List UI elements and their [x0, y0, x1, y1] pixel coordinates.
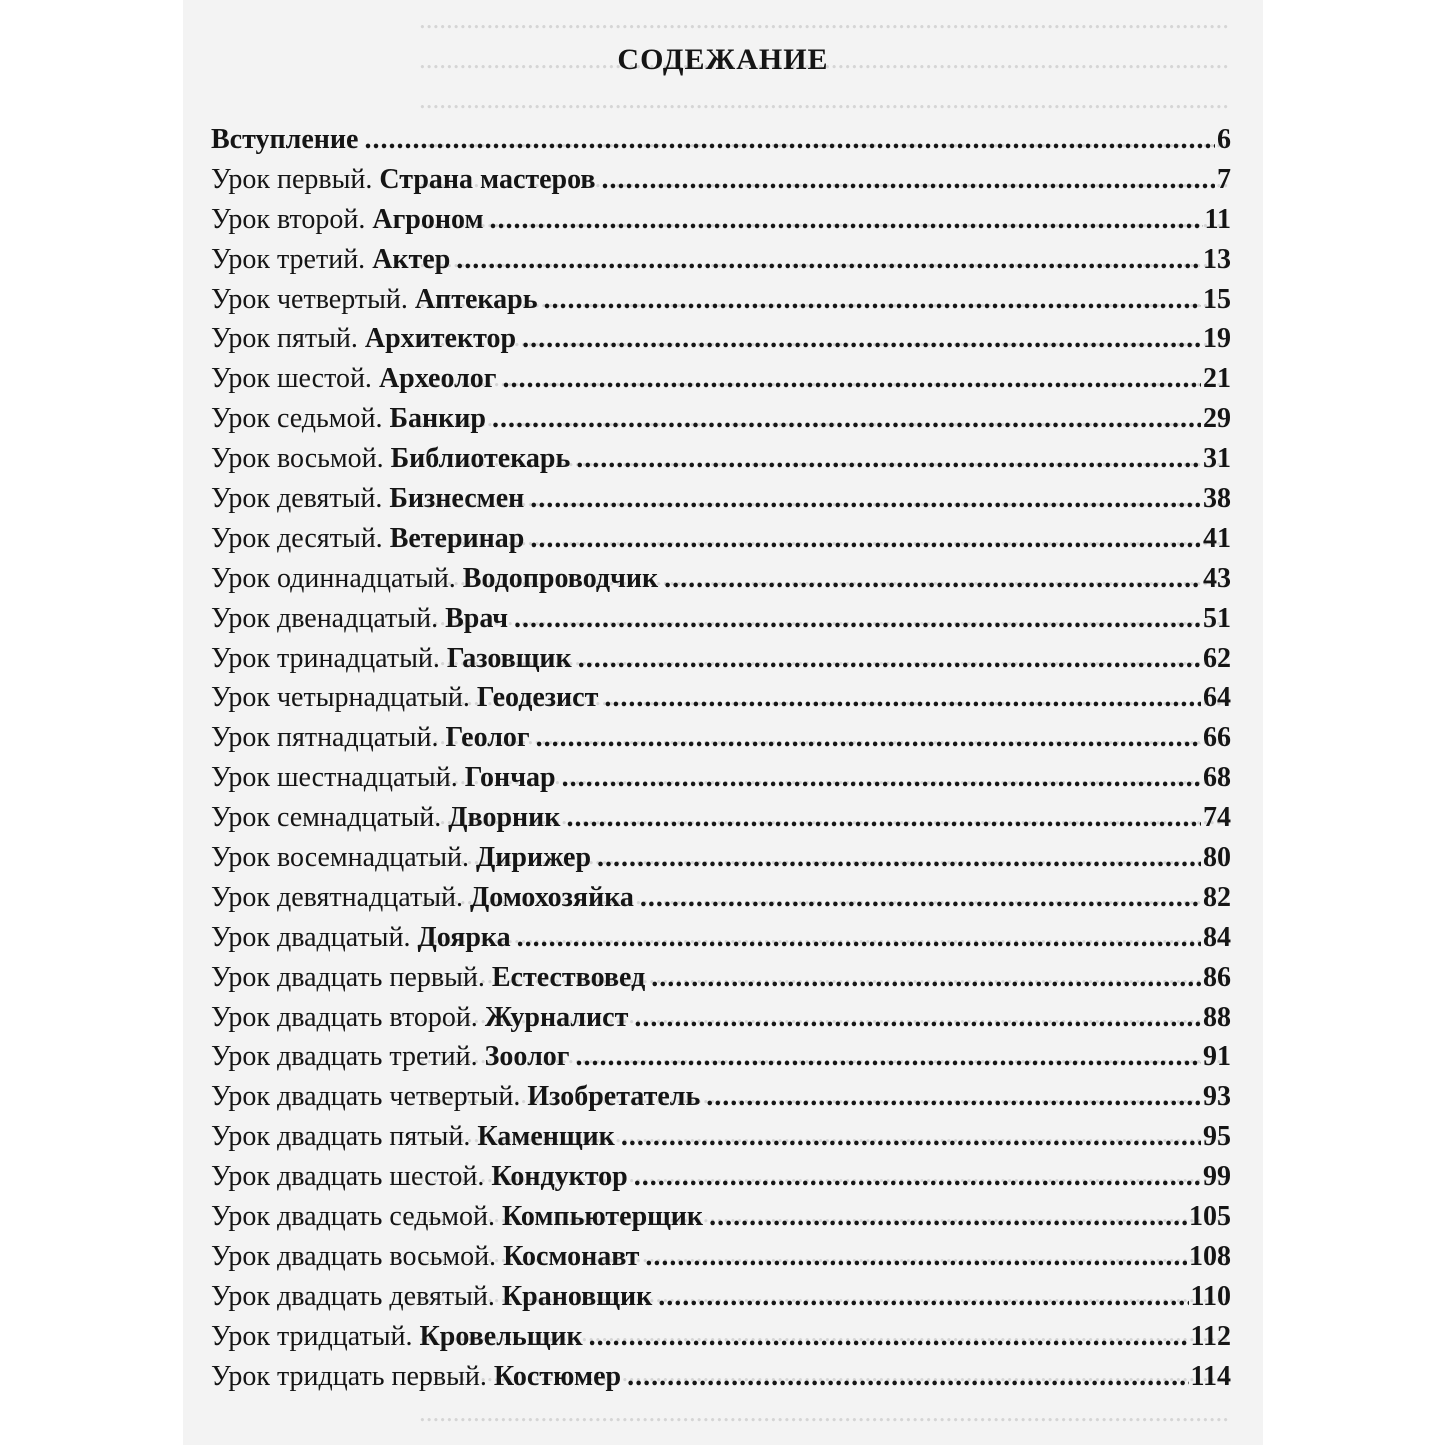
page-number: 6 — [1217, 124, 1231, 155]
toc-entry-label — [211, 124, 358, 156]
toc-entry-label — [211, 1041, 570, 1073]
dot-leader — [503, 363, 1201, 395]
toc-entry-label — [211, 762, 556, 794]
toc-entry-label — [211, 842, 591, 874]
dot-leader — [517, 922, 1201, 954]
lesson-title: Крановщик — [501, 1280, 653, 1312]
page-number: 93 — [1203, 1081, 1231, 1113]
page-title: СОДЕЖАНИЕ — [617, 43, 829, 76]
toc-entry-label — [211, 1002, 628, 1034]
book-page — [183, 0, 1263, 1445]
toc-entry-label — [211, 962, 645, 994]
toc-entry — [211, 1041, 1231, 1081]
toc-entry — [211, 722, 1231, 762]
lesson-title: Доярка — [417, 921, 511, 953]
toc-entry-label — [211, 204, 484, 236]
page-number: 66 — [1203, 722, 1231, 754]
dot-leader — [364, 124, 1215, 156]
dot-leader — [621, 1121, 1201, 1153]
lesson-title: Ветеринар — [389, 522, 525, 554]
page-number: 68 — [1203, 762, 1231, 794]
lesson-title: Домохозяйка — [470, 881, 634, 913]
lesson-number: Урок девятый. — [211, 483, 383, 515]
lesson-title: Гончар — [464, 762, 556, 794]
page-number: 74 — [1203, 802, 1231, 834]
lesson-number: Урок двадцать второй. — [211, 1001, 478, 1033]
toc-entry-label — [211, 1161, 628, 1193]
lesson-title: Компьютерщик — [501, 1201, 704, 1233]
dot-leader — [640, 882, 1201, 914]
lesson-number: Урок двенадцатый. — [211, 602, 439, 634]
toc-entry — [211, 1002, 1231, 1042]
toc-entry — [211, 483, 1231, 523]
page-number: 13 — [1203, 243, 1231, 275]
lesson-number: Урок тридцатый. — [211, 1320, 413, 1352]
dot-leader — [589, 1321, 1189, 1353]
lesson-number: Урок двадцать седьмой. — [211, 1201, 495, 1233]
lesson-title: Агроном — [372, 203, 484, 235]
lesson-title: Космонавт — [503, 1240, 640, 1272]
dot-leader — [456, 244, 1201, 276]
toc-entry — [211, 1241, 1231, 1281]
lesson-number: Урок десятый. — [211, 522, 383, 554]
toc-entry — [211, 164, 1231, 204]
toc-list — [211, 124, 1231, 1401]
lesson-number: Урок второй. — [211, 203, 366, 235]
page-number: 91 — [1203, 1041, 1231, 1073]
lesson-number: Урок пятнадцатый. — [211, 722, 439, 754]
toc-entry — [211, 1081, 1231, 1121]
toc-entry — [211, 204, 1231, 244]
dot-leader — [530, 523, 1201, 555]
page-number: 64 — [1203, 682, 1231, 714]
dot-leader — [522, 323, 1201, 355]
toc-entry — [211, 1281, 1231, 1321]
page-number: 19 — [1203, 323, 1231, 355]
page-number: 51 — [1203, 602, 1231, 634]
lesson-number: Урок первый. — [211, 163, 373, 195]
lesson-title: Кондуктор — [491, 1161, 628, 1193]
lesson-title: Зоолог — [484, 1041, 570, 1073]
lesson-number: Урок семнадцатый. — [211, 802, 442, 834]
lesson-title: Аптекарь — [414, 283, 538, 315]
toc-entry-label — [211, 284, 538, 316]
lesson-number: Урок двадцать четвертый. — [211, 1081, 521, 1113]
page-number: 38 — [1203, 483, 1231, 515]
lesson-number: Урок шестой. — [211, 363, 372, 395]
lesson-number: Урок двадцатый. — [211, 921, 411, 953]
dot-leader — [709, 1201, 1187, 1233]
toc-entry — [211, 323, 1231, 363]
dot-leader — [597, 842, 1201, 874]
page-number: 11 — [1204, 203, 1231, 235]
lesson-number: Урок четвертый. — [211, 283, 408, 315]
page-number: 99 — [1203, 1161, 1231, 1193]
toc-entry — [211, 244, 1231, 284]
toc-entry — [211, 1361, 1231, 1401]
toc-entry-label — [211, 1281, 652, 1313]
page-number: 112 — [1190, 1320, 1231, 1352]
dot-leader — [492, 403, 1201, 435]
lesson-number: Урок тридцать первый. — [211, 1360, 487, 1392]
lesson-number: Урок восьмой. — [211, 443, 384, 475]
toc-entry-label — [211, 922, 511, 954]
dot-leader — [706, 1081, 1201, 1113]
toc-entry — [211, 842, 1231, 882]
page-number: 110 — [1190, 1280, 1231, 1312]
toc-entry-label — [211, 483, 524, 515]
toc-entry-label — [211, 802, 560, 834]
dot-leader — [604, 682, 1201, 714]
dot-leader — [576, 1041, 1202, 1073]
dot-leader — [664, 563, 1201, 595]
lesson-title: Кровельщик — [419, 1320, 583, 1352]
dot-leader — [562, 762, 1201, 794]
toc-entry-label — [211, 1081, 700, 1113]
toc-entry — [211, 523, 1231, 563]
dot-leader — [490, 204, 1203, 236]
lesson-number: Урок двадцать девятый. — [211, 1280, 495, 1312]
dot-leader — [627, 1361, 1188, 1393]
page-number: 62 — [1203, 642, 1231, 674]
toc-entry-label — [211, 1201, 703, 1233]
page-number: 88 — [1203, 1001, 1231, 1033]
toc-entry — [211, 284, 1231, 324]
toc-entry — [211, 922, 1231, 962]
lesson-title: Естествовед — [491, 961, 646, 993]
toc-entry — [211, 643, 1231, 683]
page-number: 41 — [1203, 522, 1231, 554]
page-number: 114 — [1190, 1360, 1231, 1392]
toc-entry — [211, 882, 1231, 922]
lesson-number: Урок двадцать пятый. — [211, 1121, 471, 1153]
lesson-number: Урок двадцать шестой. — [211, 1161, 485, 1193]
toc-entry — [211, 403, 1231, 443]
toc-entry-label — [211, 443, 570, 475]
toc-entry — [211, 1121, 1231, 1161]
toc-entry — [211, 1321, 1231, 1361]
toc-entry — [211, 762, 1231, 802]
page-number: 82 — [1203, 881, 1231, 913]
lesson-title: Газовщик — [446, 642, 572, 674]
toc-entry — [211, 443, 1231, 483]
toc-entry-label — [211, 323, 516, 355]
lesson-number: Урок третий. — [211, 243, 366, 275]
toc-entry-label — [211, 363, 497, 395]
lesson-number: Урок шестнадцатый. — [211, 762, 458, 794]
toc-entry — [211, 1201, 1231, 1241]
toc-entry — [211, 1161, 1231, 1201]
lesson-title: Страна мастеров — [379, 163, 596, 195]
lesson-number: Урок одиннадцатый. — [211, 562, 456, 594]
dot-leader — [602, 164, 1215, 196]
page-number: 95 — [1203, 1121, 1231, 1153]
toc-entry — [211, 603, 1231, 643]
dot-leader — [566, 802, 1201, 834]
dot-leader — [536, 722, 1201, 754]
lesson-number: Урок пятый. — [211, 323, 358, 355]
page-number: 86 — [1203, 961, 1231, 993]
lesson-title: Дирижер — [476, 842, 592, 874]
toc-entry-label — [211, 603, 508, 635]
lesson-number: Урок тринадцатый. — [211, 642, 440, 674]
page-number: 84 — [1203, 921, 1231, 953]
table-of-contents — [183, 0, 1263, 1445]
lesson-title: Изобретатель — [527, 1081, 701, 1113]
lesson-number: Урок девятнадцатый. — [211, 881, 463, 913]
page-number: 31 — [1203, 443, 1231, 475]
toc-entry-label — [211, 403, 486, 435]
toc-entry — [211, 563, 1231, 603]
dot-leader — [634, 1161, 1201, 1193]
lesson-title: Дворник — [448, 802, 561, 834]
toc-entry-label — [211, 1321, 583, 1353]
lesson-title: Библиотекарь — [390, 443, 571, 475]
lesson-title: Водопроводчик — [462, 562, 659, 594]
page-number: 15 — [1203, 283, 1231, 315]
page-number: 105 — [1189, 1201, 1231, 1233]
lesson-title: Архитектор — [364, 323, 517, 355]
lesson-title: Бизнесмен — [389, 483, 525, 515]
toc-entry — [211, 962, 1231, 1002]
dot-leader — [576, 443, 1201, 475]
toc-entry-label — [211, 563, 658, 595]
toc-entry — [211, 124, 1231, 164]
page-number: 21 — [1203, 363, 1231, 395]
lesson-number: Урок четырнадцатый. — [211, 682, 470, 714]
lesson-number: Урок двадцать восьмой. — [211, 1240, 497, 1272]
dot-leader — [645, 1241, 1187, 1273]
toc-entry-label — [211, 722, 530, 754]
toc-entry-label — [211, 244, 450, 276]
page-number: 29 — [1203, 403, 1231, 435]
toc-entry-label — [211, 1121, 615, 1153]
dot-leader — [530, 483, 1201, 515]
dot-leader — [651, 962, 1201, 994]
toc-entry-label — [211, 643, 572, 675]
dot-leader — [578, 643, 1201, 675]
lesson-title: Врач — [445, 602, 508, 634]
toc-entry — [211, 802, 1231, 842]
toc-entry — [211, 682, 1231, 722]
lesson-number: Урок двадцать третий. — [211, 1041, 478, 1073]
dot-leader — [514, 603, 1201, 635]
lesson-title: Вступление — [211, 124, 359, 155]
dot-leader — [658, 1281, 1188, 1313]
toc-entry-label — [211, 882, 634, 914]
toc-entry-label — [211, 1241, 639, 1273]
lesson-title: Журналист — [484, 1001, 629, 1033]
page-number: 7 — [1217, 163, 1231, 195]
lesson-number: Урок восемнадцатый. — [211, 842, 469, 874]
lesson-title: Банкир — [389, 403, 486, 435]
page-number: 43 — [1203, 562, 1231, 594]
lesson-title: Актер — [372, 243, 451, 275]
lesson-title: Костюмер — [493, 1360, 622, 1392]
toc-entry — [211, 363, 1231, 403]
lesson-number: Урок седьмой. — [211, 403, 383, 435]
toc-entry-label — [211, 523, 524, 555]
lesson-number: Урок двадцать первый. — [211, 961, 485, 993]
page-number: 80 — [1203, 842, 1231, 874]
toc-entry-label — [211, 1361, 621, 1393]
page-number: 108 — [1189, 1240, 1231, 1272]
lesson-title: Геодезист — [476, 682, 599, 714]
toc-entry-label — [211, 164, 596, 196]
lesson-title: Геолог — [445, 722, 530, 754]
toc-entry-label — [211, 682, 598, 714]
lesson-title: Каменщик — [477, 1121, 615, 1153]
lesson-title: Археолог — [378, 363, 497, 395]
dot-leader — [544, 284, 1202, 316]
dot-leader — [634, 1002, 1201, 1034]
